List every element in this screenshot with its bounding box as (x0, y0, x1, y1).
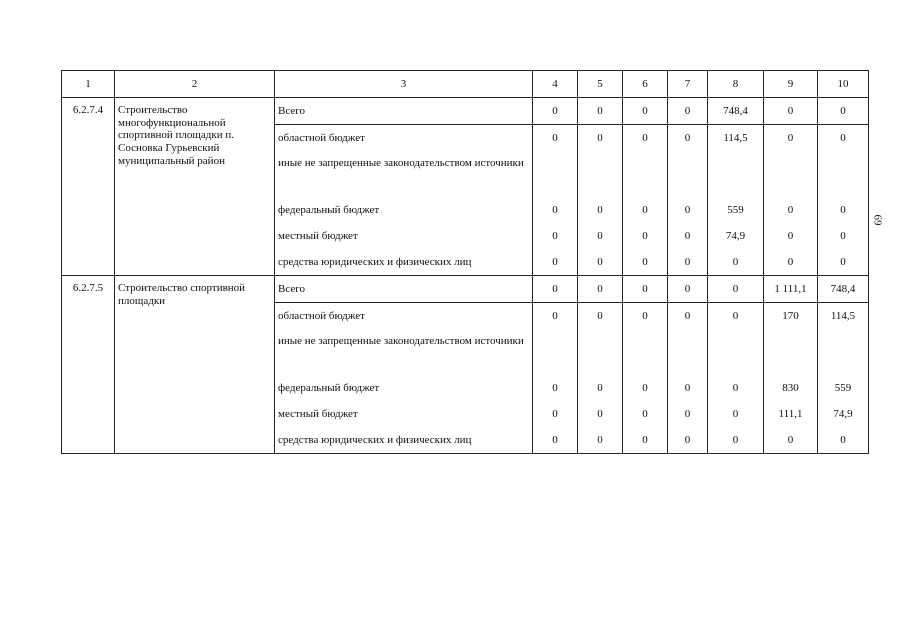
value-cell: 0 (668, 427, 708, 454)
value-cell: 0 (623, 427, 668, 454)
value-cell: 170 (764, 303, 818, 330)
value-cell: 0 (668, 375, 708, 401)
table-body (62, 71, 869, 454)
value-cell: 0 (533, 197, 578, 223)
value-cell: 0 (708, 276, 764, 303)
value-cell: 0 (623, 276, 668, 303)
value-cell: 0 (764, 427, 818, 454)
column-header-5: 5 (578, 71, 623, 98)
value-cell: 748,4 (818, 276, 869, 303)
value-cell: 0 (668, 125, 708, 152)
funding-source: Всего (275, 276, 533, 303)
value-cell: 830 (764, 375, 818, 401)
column-header-8: 8 (708, 71, 764, 98)
column-header-10: 10 (818, 71, 869, 98)
item-code: 6.2.7.4 (62, 98, 115, 276)
value-cell (668, 329, 708, 375)
value-cell: 114,5 (818, 303, 869, 330)
value-cell: 0 (708, 303, 764, 330)
value-cell (578, 151, 623, 197)
value-cell: 559 (708, 197, 764, 223)
value-cell: 0 (578, 223, 623, 249)
value-cell (764, 151, 818, 197)
funding-source: местный бюджет (275, 223, 533, 249)
value-cell (578, 329, 623, 375)
value-cell: 0 (623, 249, 668, 276)
value-cell: 0 (533, 223, 578, 249)
value-cell: 0 (818, 125, 869, 152)
funding-source: федеральный бюджет (275, 197, 533, 223)
value-cell: 559 (818, 375, 869, 401)
value-cell (764, 329, 818, 375)
value-cell: 0 (764, 98, 818, 125)
column-header-3: 3 (275, 71, 533, 98)
value-cell: 0 (668, 197, 708, 223)
value-cell: 0 (623, 197, 668, 223)
value-cell: 0 (708, 375, 764, 401)
value-cell: 0 (533, 249, 578, 276)
value-cell: 0 (533, 401, 578, 427)
value-cell: 0 (764, 125, 818, 152)
value-cell: 0 (818, 98, 869, 125)
table-row (62, 276, 869, 303)
value-cell: 0 (623, 401, 668, 427)
value-cell: 111,1 (764, 401, 818, 427)
value-cell: 0 (578, 375, 623, 401)
column-header-9: 9 (764, 71, 818, 98)
value-cell: 74,9 (708, 223, 764, 249)
budget-table (61, 70, 869, 454)
column-header-2: 2 (115, 71, 275, 98)
value-cell: 0 (623, 375, 668, 401)
funding-source: областной бюджет (275, 125, 533, 152)
value-cell: 0 (818, 223, 869, 249)
value-cell: 0 (533, 98, 578, 125)
value-cell: 0 (578, 197, 623, 223)
value-cell (623, 151, 668, 197)
value-cell (533, 329, 578, 375)
page-number: 69 (871, 214, 884, 226)
value-cell: 74,9 (818, 401, 869, 427)
value-cell: 0 (818, 427, 869, 454)
value-cell: 0 (668, 303, 708, 330)
funding-source: иные не запрещенные законодательством источники (275, 329, 533, 375)
value-cell: 0 (623, 125, 668, 152)
value-cell (623, 329, 668, 375)
value-cell: 0 (708, 401, 764, 427)
value-cell (818, 329, 869, 375)
value-cell: 0 (818, 249, 869, 276)
value-cell (708, 329, 764, 375)
value-cell: 0 (578, 276, 623, 303)
funding-source: средства юридических и физических лиц (275, 427, 533, 454)
value-cell: 748,4 (708, 98, 764, 125)
value-cell: 0 (708, 427, 764, 454)
value-cell: 0 (578, 125, 623, 152)
column-header-4: 4 (533, 71, 578, 98)
value-cell: 0 (668, 98, 708, 125)
project-title: Строительство многофункциональной спортивной площадки п. Сосновка Гурьевский муниципальный район (115, 98, 275, 276)
value-cell: 0 (533, 125, 578, 152)
funding-source: Всего (275, 98, 533, 125)
funding-source: иные не запрещенные законодательством источники (275, 151, 533, 197)
value-cell: 0 (818, 197, 869, 223)
value-cell: 1 111,1 (764, 276, 818, 303)
header-row (62, 71, 869, 98)
value-cell: 0 (533, 427, 578, 454)
value-cell: 0 (668, 249, 708, 276)
column-header-6: 6 (623, 71, 668, 98)
column-header-7: 7 (668, 71, 708, 98)
value-cell: 0 (764, 249, 818, 276)
value-cell: 0 (668, 276, 708, 303)
funding-source: средства юридических и физических лиц (275, 249, 533, 276)
value-cell (708, 151, 764, 197)
value-cell: 0 (623, 98, 668, 125)
value-cell: 0 (623, 303, 668, 330)
value-cell: 0 (764, 197, 818, 223)
value-cell: 0 (533, 303, 578, 330)
item-code: 6.2.7.5 (62, 276, 115, 454)
value-cell: 114,5 (708, 125, 764, 152)
value-cell: 0 (668, 223, 708, 249)
value-cell: 0 (578, 98, 623, 125)
table-row (62, 98, 869, 125)
value-cell: 0 (533, 276, 578, 303)
funding-source: областной бюджет (275, 303, 533, 330)
value-cell (668, 151, 708, 197)
value-cell: 0 (578, 249, 623, 276)
value-cell: 0 (578, 401, 623, 427)
funding-source: федеральный бюджет (275, 375, 533, 401)
value-cell: 0 (668, 401, 708, 427)
value-cell: 0 (578, 303, 623, 330)
value-cell (533, 151, 578, 197)
value-cell: 0 (578, 427, 623, 454)
column-header-1: 1 (62, 71, 115, 98)
value-cell: 0 (623, 223, 668, 249)
value-cell: 0 (764, 223, 818, 249)
value-cell: 0 (708, 249, 764, 276)
funding-source: местный бюджет (275, 401, 533, 427)
project-title: Строительство спортивной площадки (115, 276, 275, 454)
value-cell (818, 151, 869, 197)
value-cell: 0 (533, 375, 578, 401)
